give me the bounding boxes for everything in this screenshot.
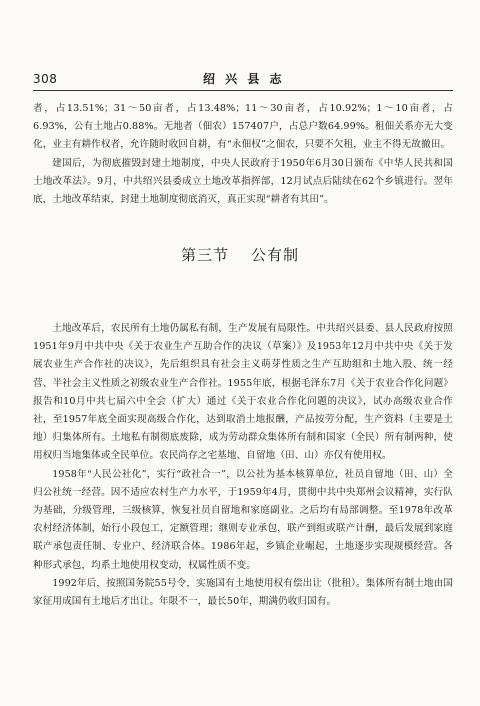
section-paragraph-1: 土地改革后，农民所有土地仍属私有制，生产发展有局限性。中共绍兴县委、县人民政府按照1951年9月中共中央《关于农业生产互助合作的决议（草案）》及1953年12月中共中央《关于发展农业生产合作社的决议》，先后组织具有社会主义萌芽性质之生产互助组和土地入股、统一经营、半社会主义性质之初级农业生产合作社。1955年底，根据毛泽东7月《关于农业合作化问题》报告和10月中共七届六中全会（扩大）通过《关于农业合作化问题的决议》，试办高级农业合作社，至1957年底全面实现高级合作化，达到取消土地报酬，产品按劳分配，生产资料（主要是土地）归集体所有。土地私有制彻底废除，成为劳动群众集体所有制和国家（全民）所有制两种，使用权归当地集体或全民单位。农民尚存之宅基地、自留地（田、山）亦仅有使用权。 (33, 323, 453, 462)
continuation-paragraph: 者，占13.51%；31～50亩者，占13.48%；11～30亩者，占10.92%；1～10亩者，占6.93%，公有土地占0.88%。无地者（佃农）157407户，占总户数64.99%。租佃关系亦无大变化，业主有耕作权者，允许随时收回自耕，有“永佃权”之佃农，只要不欠租，业主不得无故撤田。 (33, 103, 453, 151)
section-paragraph-3: 1992年后，按照国务院55号令，实施国有土地使用权有偿出让（批租）。集体所有制土地由国家征用成国有土地后才出让。年限不一，最长50年，期满仍收归国有。 (33, 577, 453, 608)
page-header (33, 70, 453, 92)
section-number: 第三节 (180, 246, 229, 264)
paragraph-land-reform: 建国后，为彻底摧毁封建土地制度，中央人民政府于1950年6月30日颁布《中华人民共和国土地改革法》。9月，中共绍兴县委成立土地改革指挥部，12月试点后陆续在62个乡镇进行。翌年底，土地改革结束，封建土地制度彻底消灭，真正实现“耕者有其田”。 (33, 157, 453, 206)
section-heading (0, 244, 480, 265)
header-rule (33, 90, 453, 91)
section-paragraph-2: 1958年“人民公社化”，实行“政社合一”，以公社为基本核算单位，社员自留地（田、山）全归公社统一经营。因不适应农村生产力水平，于1959年4月，贯彻中共中央郑州会议精神，实行队为基础，分级管理，三级核算，恢复社员自留地和家庭副业。之后均有局部调整。至1978年改革农村经济体制，始行小段包工，定额管理；继则专业承包，联产到组或联产计酬，最后发展到家庭联产承包责任制、专业户、经济联合体。1986年起，乡镇企业崛起，土地逐步实现规模经营。各种形式承包，均系土地使用权变动，权属性质不变。 (33, 468, 453, 571)
section-title: 公有制 (251, 246, 300, 264)
continuation-text (33, 100, 453, 209)
section-body (33, 320, 453, 611)
running-title: 绍 兴 县 志 (203, 72, 285, 86)
page-number: 308 (33, 72, 58, 86)
